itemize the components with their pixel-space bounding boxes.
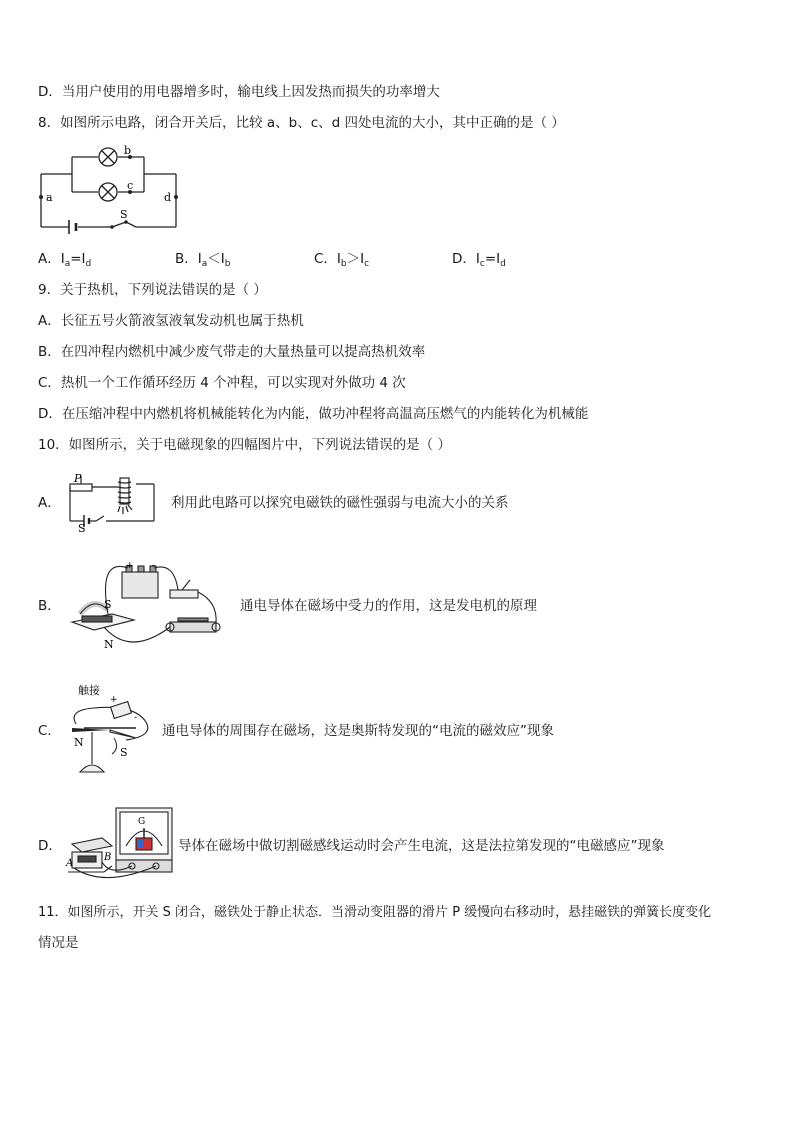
q10-c-label-s: S (120, 746, 128, 759)
q10-option-b-label: B． (38, 598, 61, 614)
q10-option-a-label: A． (38, 495, 61, 511)
q10-c-label-minus: - (134, 713, 138, 723)
q10-b-label-s: S (104, 598, 112, 611)
q8-option-a: A．$I_a=I_d$ (38, 251, 92, 269)
q8-label-b: b (124, 144, 132, 157)
q8-option-d: D．$I_c=I_d$ (452, 251, 506, 269)
q10-d-induction-figure (64, 806, 176, 886)
q10-option-d-label: D． (38, 838, 62, 854)
q10-d-label-a: A (66, 858, 74, 869)
q10-c-label-touch: 触接 (78, 684, 100, 697)
q8-label-a: a (46, 191, 53, 204)
q8-label-c: c (127, 179, 134, 192)
q10-d-label-b: B (104, 852, 112, 863)
q8-label-s: S (120, 208, 128, 221)
q10-option-c-label: C． (38, 723, 61, 739)
q10-c-label-n: N (74, 736, 84, 749)
q10-d-label-g: G (138, 817, 146, 827)
q10-stem: 10．如图所示，关于电磁现象的四幅图片中，下列说法错误的是（ ） (38, 437, 451, 453)
q11-stem-line1: 11．如图所示，开关 S 闭合，磁铁处于静止状态．当滑动变阻器的滑片 P 缓慢向右移动时，悬挂磁铁的弹簧长度变化 (38, 905, 712, 920)
q10-b-label-n: N (104, 638, 114, 651)
q10-a-label-p: P (74, 472, 82, 485)
q8-circuit-diagram (36, 144, 186, 234)
q10-option-d-text: 导体在磁场中做切割磁感线运动时会产生电流，这是法拉第发现的“电磁感应”现象 (178, 838, 665, 854)
q7-option-d: D．当用户使用的用电器增多时，输电线上因发热而损失的功率增大 (38, 84, 440, 100)
q8-option-c: C．$I_b>I_c$ (314, 251, 370, 269)
q8-stem: 8．如图所示电路，闭合开关后，比较 a、b、c、d 四处电流的大小，其中正确的是（ ） (38, 115, 565, 131)
q9-option-a: A．长征五号火箭液氢液氧发动机也属于热机 (38, 313, 304, 329)
q9-stem: 9．关于热机，下列说法错误的是（ ） (38, 282, 267, 298)
q10-c-label-plus: + (110, 695, 118, 705)
q10-b-label-plus: + (126, 561, 134, 571)
q10-a-label-s: S (78, 522, 86, 535)
q10-b-motor-figure (66, 562, 226, 658)
q10-option-b-text: 通电导体在磁场中受力的作用，这是发电机的原理 (240, 598, 537, 614)
q10-option-c-text: 通电导体的周围存在磁场，这是奥斯特发现的“电流的磁效应”现象 (162, 723, 554, 739)
q9-option-b: B．在四冲程内燃机中减少废气带走的大量热量可以提高热机效率 (38, 344, 426, 360)
q10-b-label-minus: - (152, 561, 156, 571)
q9-option-c: C．热机一个工作循环经历 4 个冲程，可以实现对外做功 4 次 (38, 375, 406, 391)
q9-option-d: D．在压缩冲程中内燃机将机械能转化为内能，做功冲程将高温高压燃气的内能转化为机械能 (38, 406, 589, 422)
q8-label-d: d (164, 191, 172, 204)
q10-a-electromagnet-figure (66, 474, 158, 534)
q8-option-b: B．$I_a<I_b$ (175, 251, 231, 269)
q10-c-oersted-figure (64, 682, 156, 784)
q10-option-a-text: 利用此电路可以探究电磁铁的磁性强弱与电流大小的关系 (171, 495, 509, 511)
q11-stem-line2: 情况是 (38, 935, 79, 951)
